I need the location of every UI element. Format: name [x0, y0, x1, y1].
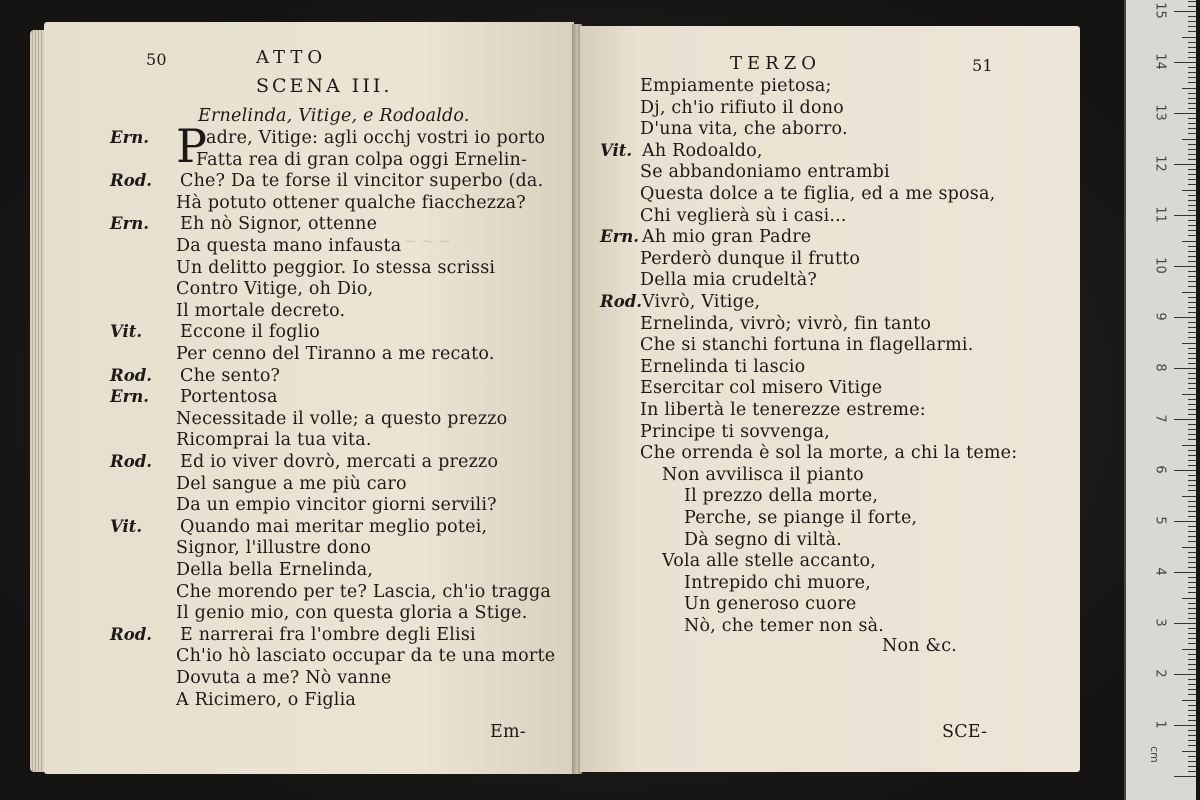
ruler-tick [1188, 710, 1196, 711]
ruler-number: 15 [1152, 2, 1168, 19]
ruler-tick [1174, 266, 1196, 267]
verse-line: Dovuta a me? Nò vanne [176, 668, 392, 688]
ruler-tick [1188, 286, 1196, 287]
ruler-tick [1188, 312, 1196, 313]
ruler-tick [1188, 47, 1196, 48]
ruler-tick [1174, 572, 1196, 573]
ruler-tick [1188, 603, 1196, 604]
speaker-label: Ern. [110, 387, 150, 407]
page-number-right: 51 [972, 56, 993, 75]
ruler-tick [1174, 776, 1196, 777]
ruler-number: 2 [1152, 669, 1168, 678]
ruler-tick [1188, 429, 1196, 430]
ruler-tick [1182, 88, 1196, 89]
ruler-tick [1188, 541, 1196, 542]
ruler-tick [1188, 735, 1196, 736]
verse-line: Signor, l'illustre dono [176, 538, 372, 559]
ruler-tick [1188, 195, 1196, 196]
verse-line: Se abbandoniamo entrambi [640, 162, 890, 183]
ruler-tick [1182, 190, 1196, 191]
verse-line: Esercitar col misero Vitige [640, 378, 883, 399]
ruler-tick [1188, 348, 1196, 349]
verse-line: Il genio mio, con questa gloria a Stige. [176, 603, 528, 624]
ruler-tick [1188, 628, 1196, 629]
ruler-number: 13 [1152, 104, 1168, 121]
ruler-tick [1188, 694, 1196, 695]
ruler-tick [1188, 414, 1196, 415]
ruler-tick [1188, 179, 1196, 180]
ruler-tick [1188, 740, 1196, 741]
verse-line: Che si stanchi fortuna in flagellarmi. [640, 335, 974, 356]
ruler-tick [1182, 547, 1196, 548]
ruler-tick [1182, 700, 1196, 701]
verse-line: E narrerai fra l'ombre degli Elisi [180, 624, 476, 645]
ruler-tick [1188, 771, 1196, 772]
ruler-tick [1188, 587, 1196, 588]
ruler-tick [1188, 404, 1196, 405]
verse-line: Che? Da te forse il vincitor superbo (da. [180, 171, 544, 192]
ruler-tick [1188, 465, 1196, 466]
ruler-tick [1174, 674, 1196, 675]
ruler-number: 12 [1152, 155, 1168, 172]
verse-line: Hà potuto ottener qualche fiacchezza? [176, 192, 526, 213]
verse-line: adre, Vitige: agli occhj vostri io porto [206, 128, 546, 148]
ruler-tick [1174, 11, 1196, 12]
ruler-tick [1188, 174, 1196, 175]
ruler-tick [1188, 756, 1196, 757]
verse-line: Questa dolce a te figlia, ed a me sposa, [640, 184, 996, 204]
ruler-tick [1188, 643, 1196, 644]
ruler-tick [1188, 52, 1196, 53]
verse-line: Ed io viver dovrò, mercati a prezzo [180, 452, 499, 472]
ruler-tick [1188, 388, 1196, 389]
verse-line: Portentosa [180, 387, 278, 408]
ruler-tick [1188, 450, 1196, 451]
verse-line: Che orrenda è sol la morte, a chi la teme: [640, 443, 1018, 464]
ruler-tick [1188, 128, 1196, 129]
verse-line: Che sento? [180, 365, 281, 386]
aria-line: Nò, che temer non sà. [684, 616, 885, 636]
speaker-label: Vit. [110, 322, 143, 342]
ruler-tick [1182, 292, 1196, 293]
ruler-number: 6 [1152, 465, 1168, 474]
left-page [44, 22, 574, 774]
ruler-tick [1188, 531, 1196, 532]
ruler-tick [1182, 394, 1196, 395]
ruler-tick [1188, 251, 1196, 252]
verse-line: Quando mai meritar meglio potei, [180, 516, 488, 537]
ruler-tick [1174, 113, 1196, 114]
verse-line: Da un empio vincitor giorni servili? [176, 495, 497, 516]
ruler-tick [1188, 337, 1196, 338]
verse-line: Fatta rea di gran colpa oggi Ernelin- [196, 149, 528, 170]
ruler-tick [1188, 108, 1196, 109]
scene-title: SCENA III. [256, 75, 393, 97]
ruler-tick [1182, 241, 1196, 242]
verse-line: Ah mio gran Padre [642, 227, 812, 248]
aria-line: Perche, se piange il forte, [684, 508, 918, 528]
ruler-tick [1188, 16, 1196, 17]
book-page-edges [30, 30, 44, 772]
ruler-tick [1188, 200, 1196, 201]
verse-line: Per cenno del Tiranno a me recato. [176, 344, 495, 364]
ruler-tick [1188, 720, 1196, 721]
ruler-tick [1188, 669, 1196, 670]
ruler-tick [1188, 246, 1196, 247]
ruler-tick [1188, 592, 1196, 593]
verse-line: Che morendo per te? Lascia, ch'io tragga [176, 581, 552, 602]
ruler-tick [1188, 516, 1196, 517]
ruler-tick [1188, 353, 1196, 354]
ruler-unit: cm [1147, 746, 1161, 763]
ruler-tick [1188, 261, 1196, 262]
ruler-tick [1188, 332, 1196, 333]
ruler-tick [1182, 649, 1196, 650]
ruler-tick [1182, 37, 1196, 38]
verse-line: Contro Vitige, oh Dio, [176, 279, 374, 300]
speaker-label: Rod. [110, 452, 152, 471]
ruler-tick [1174, 368, 1196, 369]
ruler-number: 3 [1152, 618, 1168, 627]
ruler-tick [1188, 144, 1196, 145]
verse-line: D'una vita, che aborro. [640, 119, 848, 140]
ruler-tick [1174, 725, 1196, 726]
speaker-label: Vit. [600, 140, 633, 160]
right-page [580, 26, 1080, 772]
verse-line: Chi veglierà sù i casi... [640, 205, 847, 226]
ruler-tick [1188, 582, 1196, 583]
verse-line: A Ricimero, o Figlia [176, 689, 357, 710]
ruler-tick [1188, 536, 1196, 537]
ruler-tick [1188, 327, 1196, 328]
ruler-tick [1188, 434, 1196, 435]
ruler-tick [1188, 761, 1196, 762]
ruler-tick [1174, 419, 1196, 420]
ruler-tick [1188, 118, 1196, 119]
ruler-tick [1188, 567, 1196, 568]
aria-line: Il prezzo della morte, [684, 486, 879, 507]
ruler-tick [1188, 225, 1196, 226]
verse-line: Necessitade il volle; a questo prezzo [176, 408, 508, 429]
ruler-tick [1188, 6, 1196, 7]
verse-line: Principe ti sovvenga, [640, 421, 831, 442]
ruler-tick [1188, 220, 1196, 221]
verse-line: Un delitto peggior. Io stessa scrissi [176, 257, 496, 278]
speaker-label: Ern. [110, 214, 150, 234]
ruler-tick [1188, 21, 1196, 22]
aria-line: Vola alle stelle accanto, [662, 551, 877, 572]
ruler-tick [1188, 383, 1196, 384]
verse-line: Eccone il foglio [180, 322, 321, 343]
ruler-tick [1174, 317, 1196, 318]
ruler-tick [1182, 139, 1196, 140]
catchword-left: Em- [490, 722, 526, 742]
ruler-tick [1188, 205, 1196, 206]
ruler-tick [1174, 623, 1196, 624]
ruler-tick [1188, 562, 1196, 563]
ruler-tick [1182, 445, 1196, 446]
ruler-tick [1188, 455, 1196, 456]
ruler-tick [1188, 633, 1196, 634]
ruler-tick [1188, 654, 1196, 655]
ruler-tick [1188, 42, 1196, 43]
verse-line: Ah Rodoaldo, [642, 140, 763, 161]
ruler-tick [1188, 82, 1196, 83]
ruler-tick [1188, 154, 1196, 155]
aria-line: Dà segno di viltà. [684, 529, 843, 550]
speaker-label: Ern. [110, 128, 150, 147]
ruler-tick [1188, 271, 1196, 272]
ruler-tick [1188, 98, 1196, 99]
ruler-number: 5 [1152, 516, 1168, 525]
ruler-tick [1188, 31, 1196, 32]
ruler-tick [1188, 501, 1196, 502]
ruler-tick [1188, 608, 1196, 609]
ruler-tick [1188, 373, 1196, 374]
verse-line: Vivrò, Vitige, [642, 292, 761, 312]
aria-line: Intrepido chi muore, [684, 572, 871, 593]
ruler-tick [1188, 93, 1196, 94]
ruler-tick [1174, 470, 1196, 471]
ruler-tick [1188, 149, 1196, 150]
ruler-tick [1188, 557, 1196, 558]
speaker-label: Ern. [600, 227, 640, 247]
ruler-tick [1188, 184, 1196, 185]
ruler-tick [1188, 123, 1196, 124]
ruler-tick [1188, 67, 1196, 68]
ruler-tick [1174, 164, 1196, 165]
ruler-tick [1188, 766, 1196, 767]
verse-line: Ernelinda ti lascio [640, 356, 806, 377]
verse-line: Da questa mano infausta [176, 236, 402, 256]
ruler-tick [1188, 689, 1196, 690]
ruler-tick [1188, 480, 1196, 481]
ruler-tick [1188, 281, 1196, 282]
ruler-tick [1174, 521, 1196, 522]
ruler-tick [1188, 475, 1196, 476]
ruler-tick [1188, 745, 1196, 746]
ruler-tick [1188, 424, 1196, 425]
ruler-tick [1188, 297, 1196, 298]
verse-line: Del sangue a me più caro [176, 473, 407, 494]
verse-line: In libertà le tenerezze estreme: [640, 400, 926, 420]
ruler-tick [1174, 62, 1196, 63]
ruler-tick [1188, 159, 1196, 160]
verse-line: Dj, ch'io rifiuto il dono [640, 97, 844, 118]
ruler-tick [1188, 613, 1196, 614]
ruler-tick [1188, 235, 1196, 236]
ruler-tick [1188, 659, 1196, 660]
speaker-label: Rod. [110, 365, 152, 385]
speaker-label: Rod. [110, 171, 152, 191]
page-number-left: 50 [146, 50, 167, 69]
verse-line: Della bella Ernelinda, [176, 560, 374, 580]
verse-line: Della mia crudeltà? [640, 270, 818, 291]
ruler-tick [1188, 169, 1196, 170]
aria-line: Non avvilisca il pianto [662, 464, 864, 485]
ruler-tick [1188, 730, 1196, 731]
ruler-tick [1188, 378, 1196, 379]
ruler-tick [1188, 409, 1196, 410]
ruler-tick [1188, 302, 1196, 303]
ruler-tick [1188, 485, 1196, 486]
ruler-tick [1188, 103, 1196, 104]
ruler-tick [1188, 72, 1196, 73]
aria-line: Un generoso cuore [684, 594, 857, 615]
ruler-tick [1182, 343, 1196, 344]
ruler-number: 9 [1152, 312, 1168, 321]
ruler-tick [1188, 526, 1196, 527]
ruler-tick [1188, 664, 1196, 665]
ruler-tick [1188, 490, 1196, 491]
verse-line: Il mortale decreto. [176, 300, 346, 321]
ruler-tick [1188, 358, 1196, 359]
ruler-tick [1188, 715, 1196, 716]
da-capo-mark: Non &c. [882, 636, 958, 656]
ruler-tick [1188, 684, 1196, 685]
ruler-tick [1174, 215, 1196, 216]
drop-cap: P [176, 119, 207, 173]
ruler-tick [1188, 552, 1196, 553]
ruler-tick [1188, 210, 1196, 211]
verse-line: Ernelinda, vivrò; vivrò, fin tanto [640, 313, 932, 334]
speaker-label: Vit. [110, 516, 143, 536]
verse-line: Perderò dunque il frutto [640, 248, 861, 269]
ruler-tick [1188, 77, 1196, 78]
verse-line: Eh nò Signor, ottenne [180, 214, 378, 235]
ruler-tick [1188, 679, 1196, 680]
ruler-number: 11 [1152, 206, 1168, 223]
ruler-tick [1188, 57, 1196, 58]
running-head-right: TERZO [730, 53, 821, 74]
ruler-tick [1188, 638, 1196, 639]
ruler-tick [1188, 618, 1196, 619]
speaker-label: Rod. [600, 292, 642, 311]
ruler-tick [1188, 439, 1196, 440]
ruler-number: 8 [1152, 363, 1168, 372]
verse-line: Empiamente pietosa; [640, 76, 832, 96]
ruler-tick [1188, 26, 1196, 27]
ruler-tick [1188, 230, 1196, 231]
measurement-ruler [1124, 0, 1196, 800]
ruler-tick [1188, 1, 1196, 2]
ruler-tick [1188, 506, 1196, 507]
ruler-number: 1 [1152, 720, 1168, 729]
ruler-tick [1182, 598, 1196, 599]
ruler-tick [1188, 705, 1196, 706]
ruler-tick [1182, 496, 1196, 497]
ruler-tick [1188, 322, 1196, 323]
ruler-tick [1188, 276, 1196, 277]
ruler-tick [1188, 460, 1196, 461]
show-through-text: ~ ~ ~ [404, 232, 452, 250]
ruler-tick [1188, 363, 1196, 364]
ruler-number: 10 [1152, 257, 1168, 274]
running-head-left: ATTO [256, 47, 328, 68]
ruler-number: 14 [1152, 53, 1168, 70]
verse-line: Ch'io hò lasciato occupar da te una morte [176, 646, 556, 667]
speaker-label: Rod. [110, 624, 152, 644]
ruler-tick [1188, 307, 1196, 308]
ruler-tick [1188, 577, 1196, 578]
ruler-tick [1182, 751, 1196, 752]
ruler-number: 7 [1152, 414, 1168, 423]
ruler-tick [1188, 511, 1196, 512]
ruler-tick [1188, 256, 1196, 257]
ruler-tick [1188, 399, 1196, 400]
ruler-tick [1188, 133, 1196, 134]
verse-line: Ricomprai la tua vita. [176, 430, 372, 451]
scene-characters: Ernelinda, Vitige, e Rodoaldo. [198, 106, 470, 126]
ruler-number: 4 [1152, 567, 1168, 576]
catchword-right: SCE- [942, 722, 988, 742]
